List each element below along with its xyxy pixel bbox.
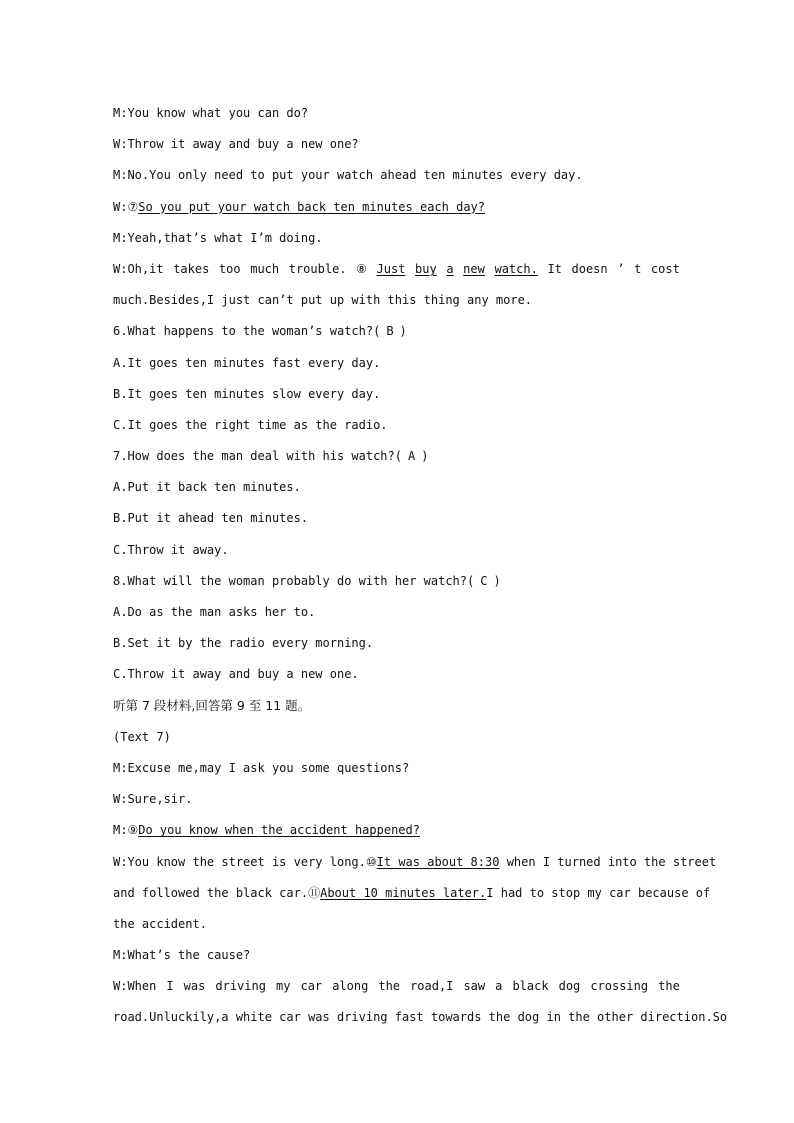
word: the	[378, 979, 401, 994]
text7-line-8	[113, 974, 680, 1005]
word: I	[166, 979, 174, 994]
text7-line-2: W:Sure,sir.	[113, 792, 193, 807]
dialogue-line-6	[113, 257, 680, 288]
word: much	[250, 261, 280, 276]
word: along	[332, 979, 369, 994]
circled-number-8: ⑧	[356, 261, 367, 276]
word: a	[495, 979, 503, 994]
text-label: (Text 7)	[113, 729, 171, 744]
underlined-word: watch.	[494, 261, 538, 276]
option-a: A.Do as the man asks her to.	[113, 605, 316, 619]
question-7	[113, 444, 680, 475]
word: crossing	[590, 979, 649, 994]
text7-line-6: the accident.	[113, 916, 207, 931]
answer-letter: B	[386, 324, 394, 339]
question-close: )	[399, 324, 407, 339]
option-b: B.Set it by the radio every morning.	[113, 636, 374, 651]
word: ’	[617, 261, 625, 276]
document-page	[113, 101, 728, 1037]
dialogue-line-1: M:You know what you can do?	[113, 106, 309, 120]
word: too	[218, 261, 241, 276]
word: It	[547, 261, 562, 276]
underlined-word: new	[463, 261, 485, 276]
line-text: and followed the black car.	[113, 885, 309, 900]
text7-line-9: road.Unluckily,a white car was driving fast towards the dog in the other direction.So	[113, 1010, 728, 1025]
word: car	[300, 979, 323, 994]
option-b: B.It goes ten minutes slow every day.	[113, 386, 381, 401]
text7-line-7: M:What’s the cause?	[113, 948, 251, 963]
word: driving	[215, 979, 266, 994]
word: W:When	[113, 979, 157, 994]
word: t	[634, 261, 642, 276]
option-b: B.Put it ahead ten minutes.	[113, 511, 309, 526]
underlined-sentence: So you put your watch back ten minutes each day?	[138, 199, 485, 214]
question-8	[113, 569, 680, 600]
underlined-word: a	[446, 261, 454, 276]
underlined-phrase: It was about 8:30	[376, 854, 500, 869]
question-close: )	[421, 449, 429, 464]
word: doesn	[571, 261, 608, 276]
option-a: A.It goes ten minutes fast every day.	[113, 355, 381, 370]
section-instruction: 听第 7 段材料,回答第 9 至 11 题。	[113, 697, 311, 713]
option-c: C.Throw it away.	[113, 542, 229, 557]
circled-number-11: ⑪	[308, 885, 321, 900]
option-c: C.Throw it away and buy a new one.	[113, 667, 359, 682]
text7-line-1: M:Excuse me,may I ask you some questions?	[113, 760, 410, 775]
speaker-label: W:	[113, 199, 128, 214]
dialogue-line-3: M:No.You only need to put your watch ahead ten minutes every day.	[113, 168, 583, 183]
question-text: 8.What will the woman probably do with her watch?(	[113, 573, 475, 588]
circled-number-7: ⑦	[127, 199, 139, 214]
dialogue-line-2: W:Throw it away and buy a new one?	[113, 137, 359, 152]
underlined-word: buy	[415, 261, 437, 276]
line-text: I had to stop my car because of	[486, 885, 711, 900]
word: W:Oh,it	[113, 261, 164, 276]
word: my	[275, 979, 291, 994]
dialogue-line-5: M:Yeah,that’s what I’m doing.	[113, 230, 323, 245]
text7-line-3	[113, 818, 680, 849]
underlined-sentence: Do you know when the accident happened?	[138, 823, 420, 838]
question-6	[113, 319, 680, 350]
line-text: W:You know the street is very long.	[113, 854, 366, 869]
word: saw	[463, 979, 486, 994]
answer-letter: A	[407, 449, 416, 464]
answer-letter: C	[480, 573, 488, 588]
underlined-word: Just	[376, 261, 406, 276]
option-c: C.It goes the right time as the radio.	[113, 417, 388, 432]
dialogue-line-7: much.Besides,I just can’t put up with this thing any more.	[113, 293, 533, 308]
circled-number-9: ⑨	[127, 823, 139, 838]
dialogue-line-4	[113, 195, 680, 226]
word: dog	[558, 979, 581, 994]
question-text: 6.What happens to the woman’s watch?(	[113, 324, 381, 339]
underlined-phrase: About 10 minutes later.	[320, 885, 487, 900]
text7-line-5	[113, 881, 711, 912]
circled-number-10: ⑩	[365, 854, 377, 869]
text7-line-4	[113, 850, 717, 881]
word: cost	[650, 261, 680, 276]
line-text: when I turned into the street	[499, 854, 717, 869]
word: trouble.	[288, 261, 347, 276]
word: the	[658, 979, 680, 994]
option-a: A.Put it back ten minutes.	[113, 480, 301, 495]
question-close: )	[493, 573, 501, 588]
question-text: 7.How does the man deal with his watch?(	[113, 449, 402, 464]
speaker-label: M:	[113, 823, 128, 838]
word: takes	[173, 261, 210, 276]
word: black	[512, 979, 549, 994]
word: was	[183, 979, 206, 994]
word: road,I	[410, 979, 454, 994]
